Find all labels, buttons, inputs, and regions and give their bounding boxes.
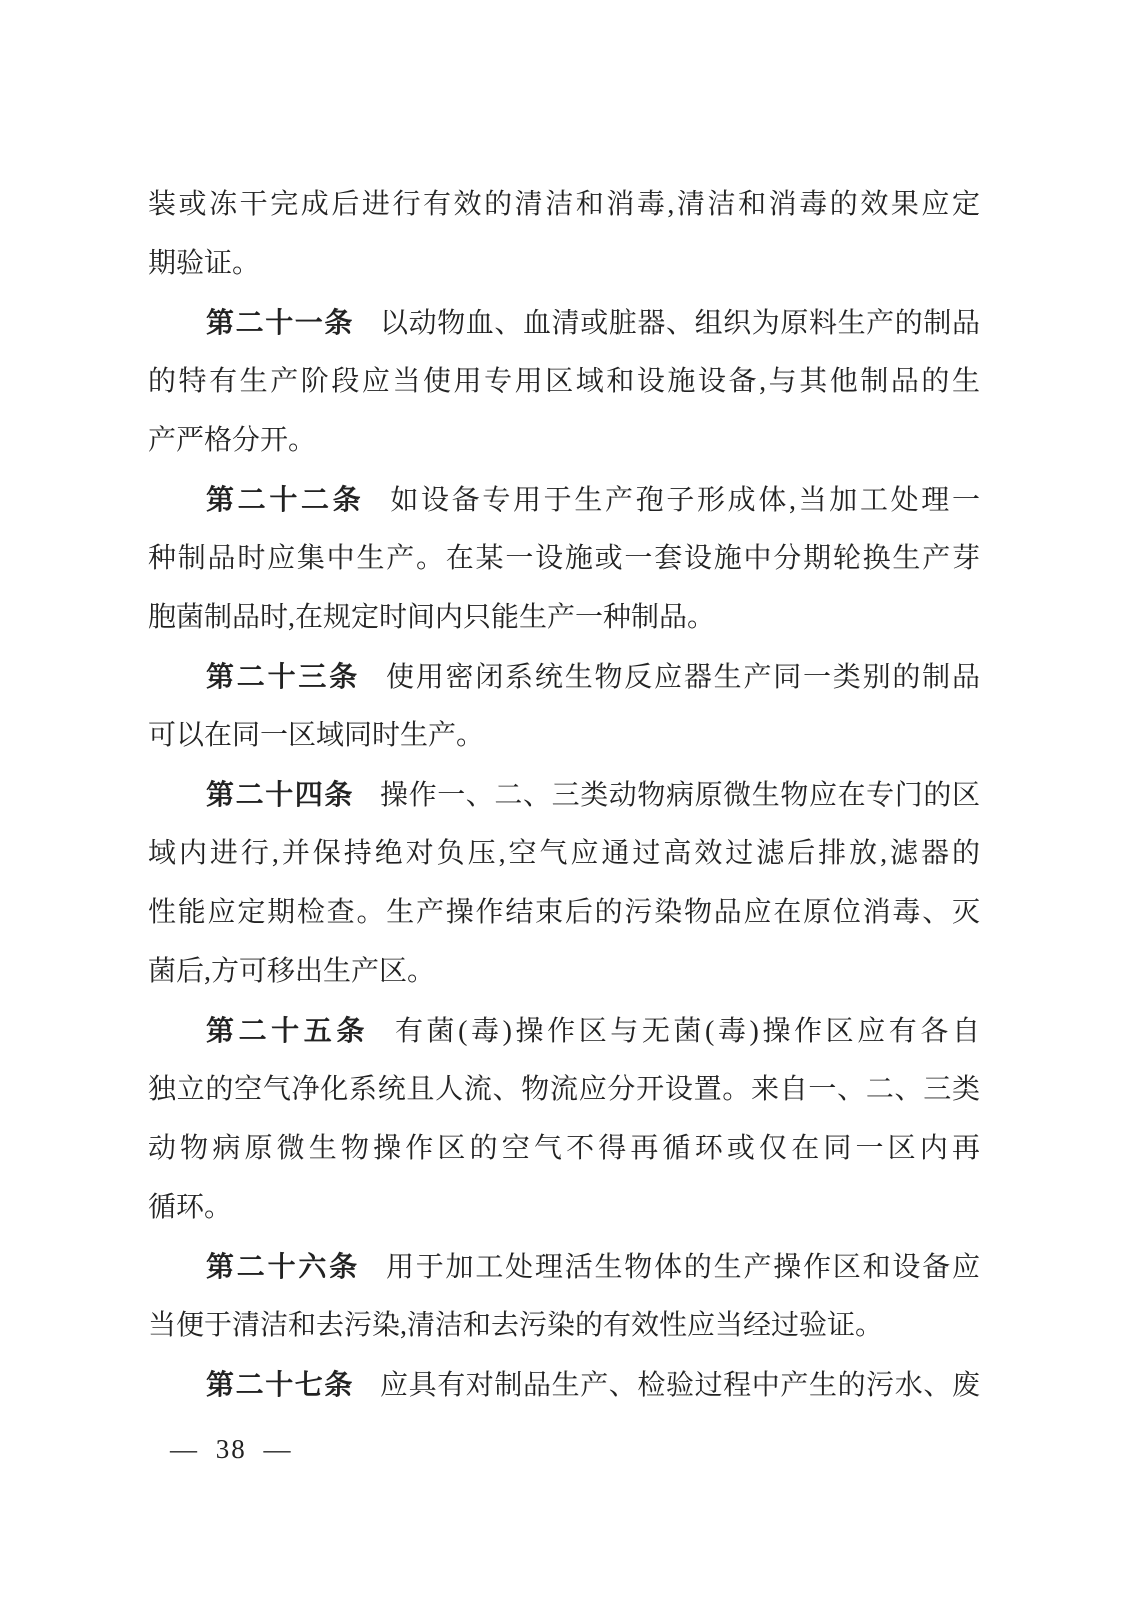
text-line: 装或冻干完成后进行有效的清洁和消毒,清洁和消毒的效果应定 bbox=[148, 189, 980, 220]
text-line: 种制品时应集中生产。在某一设施或一套设施中分期轮换生产芽 bbox=[148, 543, 980, 574]
text-line: 第二十五条 有菌(毒)操作区与无菌(毒)操作区应有各自 bbox=[206, 1015, 980, 1047]
article-number: 第二十三条 bbox=[206, 661, 360, 692]
document-body bbox=[148, 175, 980, 1414]
page-number: — 38 — bbox=[170, 1434, 293, 1464]
text-line: 第二十四条 操作一、二、三类动物病原微生物应在专门的区 bbox=[206, 779, 980, 811]
text-line: 的特有生产阶段应当使用专用区域和设施设备,与其他制品的生 bbox=[148, 366, 980, 397]
text-line: 产严格分开。 bbox=[148, 425, 317, 456]
article-number: 第二十五条 bbox=[206, 1015, 369, 1046]
article-number: 第二十七条 bbox=[206, 1369, 354, 1400]
text-line: 性能应定期检查。生产操作结束后的污染物品应在原位消毒、灭 bbox=[148, 897, 980, 928]
article-number: 第二十二条 bbox=[206, 484, 365, 515]
article-number: 第二十四条 bbox=[206, 779, 354, 810]
text-line: 动物病原微生物操作区的空气不得再循环或仅在同一区内再 bbox=[148, 1133, 980, 1164]
text-line: 第二十一条 以动物血、血清或脏器、组织为原料生产的制品 bbox=[206, 307, 980, 339]
text-line: 期验证。 bbox=[148, 248, 261, 279]
text-line: 可以在同一区域同时生产。 bbox=[148, 720, 485, 751]
article-number: 第二十一条 bbox=[206, 307, 354, 338]
text-line: 第二十七条 应具有对制品生产、检验过程中产生的污水、废 bbox=[206, 1369, 980, 1401]
text-line: 域内进行,并保持绝对负压,空气应通过高效过滤后排放,滤器的 bbox=[148, 838, 980, 869]
text-line: 第二十二条 如设备专用于生产孢子形成体,当加工处理一 bbox=[206, 484, 980, 516]
text-line: 第二十三条 使用密闭系统生物反应器生产同一类别的制品 bbox=[206, 661, 980, 693]
text-line: 循环。 bbox=[148, 1192, 233, 1223]
article-number: 第二十六条 bbox=[206, 1251, 360, 1282]
text-line: 菌后,方可移出生产区。 bbox=[148, 956, 436, 987]
text-line: 胞菌制品时,在规定时间内只能生产一种制品。 bbox=[148, 602, 716, 633]
text-line: 独立的空气净化系统且人流、物流应分开设置。来自一、二、三类 bbox=[148, 1074, 980, 1105]
text-line: 第二十六条 用于加工处理活生物体的生产操作区和设备应 bbox=[206, 1251, 980, 1283]
text-line: 当便于清洁和去污染,清洁和去污染的有效性应当经过验证。 bbox=[148, 1310, 884, 1341]
